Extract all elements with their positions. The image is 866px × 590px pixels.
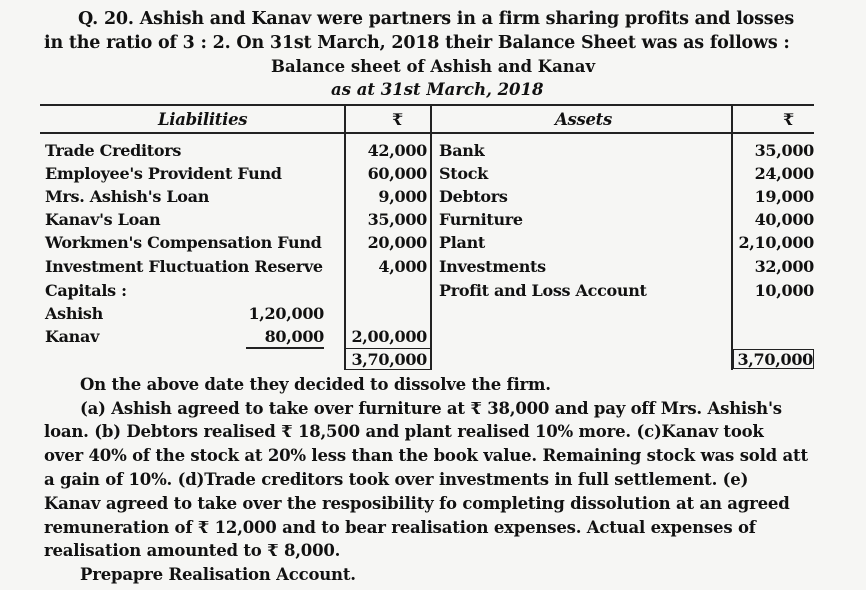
text-line-5: a gain of 10%. (d)Trade creditors took over investments in full settlement. (e) [44,470,749,489]
liability-label: Employee's Provident Fund [45,164,282,183]
liability-label: Capitals : [45,281,127,300]
asset-label: Plant [439,233,486,252]
capitals-total: 2,00,000 [351,327,427,346]
liability-amount: 35,000 [367,210,427,229]
header-rupee-right: ₹ [783,110,794,129]
asset-label: Investments [439,257,546,276]
capital-amount: 1,20,000 [248,304,324,323]
text-line-2: (a) Ashish agreed to take over furniture at ₹ 38,000 and pay off Mrs. Ashish's [80,399,782,418]
capital-amount: 80,000 [264,327,324,346]
text-line-9: Prepapre Realisation Account. [80,565,356,584]
liability-amount: 60,000 [367,164,427,183]
header-rupee-left: ₹ [392,110,403,129]
asset-label: Stock [439,164,488,183]
liability-amount: 4,000 [378,257,427,276]
asset-amount: 32,000 [754,257,814,276]
asset-amount: 10,000 [754,281,814,300]
col-divider-3 [731,104,733,370]
asset-amount: 40,000 [754,210,814,229]
asset-label: Debtors [439,187,508,206]
text-line-7: remuneration of ₹ 12,000 and to bear realisation expenses. Actual expenses of [44,518,756,537]
text-line-3: loan. (b) Debtors realised ₹ 18,500 and plant realised 10% more. (c)Kanav took [44,422,764,441]
asset-label: Bank [439,141,485,160]
text-line-8: realisation amounted to ₹ 8,000. [44,541,341,560]
col-divider-1 [344,104,346,370]
question-line-1: Q. 20. Ashish and Kanav were partners in a firm sharing profits and losses [78,9,795,29]
liability-amount: 9,000 [378,187,427,206]
capital-subtotal-rule [246,347,324,349]
header-assets: Assets [555,110,612,129]
liability-label: Kanav's Loan [45,210,161,229]
asset-label: Profit and Loss Account [439,281,647,300]
sheet-title: Balance sheet of Ashish and Kanav [271,57,596,76]
liability-label: Trade Creditors [45,141,182,160]
capital-label: Ashish [45,304,103,323]
liability-label: Mrs. Ashish's Loan [45,187,210,206]
liability-amount: 20,000 [367,233,427,252]
asset-amount: 24,000 [754,164,814,183]
asset-amount: 2,10,000 [738,233,814,252]
asset-label: Furniture [439,210,523,229]
total-right: 3,70,000 [737,350,813,369]
text-line-6: Kanav agreed to take over the resposibility fo completing dissolution at an agreed [44,494,790,513]
question-line-2: in the ratio of 3 : 2. On 31st March, 2018 their Balance Sheet was as follows : [44,33,790,53]
asset-amount: 35,000 [754,141,814,160]
text-line-1: On the above date they decided to dissolve the firm. [80,375,551,394]
text-line-4: over 40% of the stock at 20% less than the book value. Remaining stock was sold att [44,446,808,465]
liability-label: Investment Fluctuation Reserve [45,257,323,276]
liability-label: Workmen's Compensation Fund [45,233,322,252]
total-left: 3,70,000 [351,350,427,369]
sheet-date: as at 31st March, 2018 [331,80,544,99]
col-divider-2 [430,104,432,370]
capital-label: Kanav [45,327,100,346]
liability-amount: 42,000 [367,141,427,160]
header-liabilities: Liabilities [158,110,248,129]
table-top-rule [40,104,814,106]
asset-amount: 19,000 [754,187,814,206]
header-rule [40,132,814,134]
